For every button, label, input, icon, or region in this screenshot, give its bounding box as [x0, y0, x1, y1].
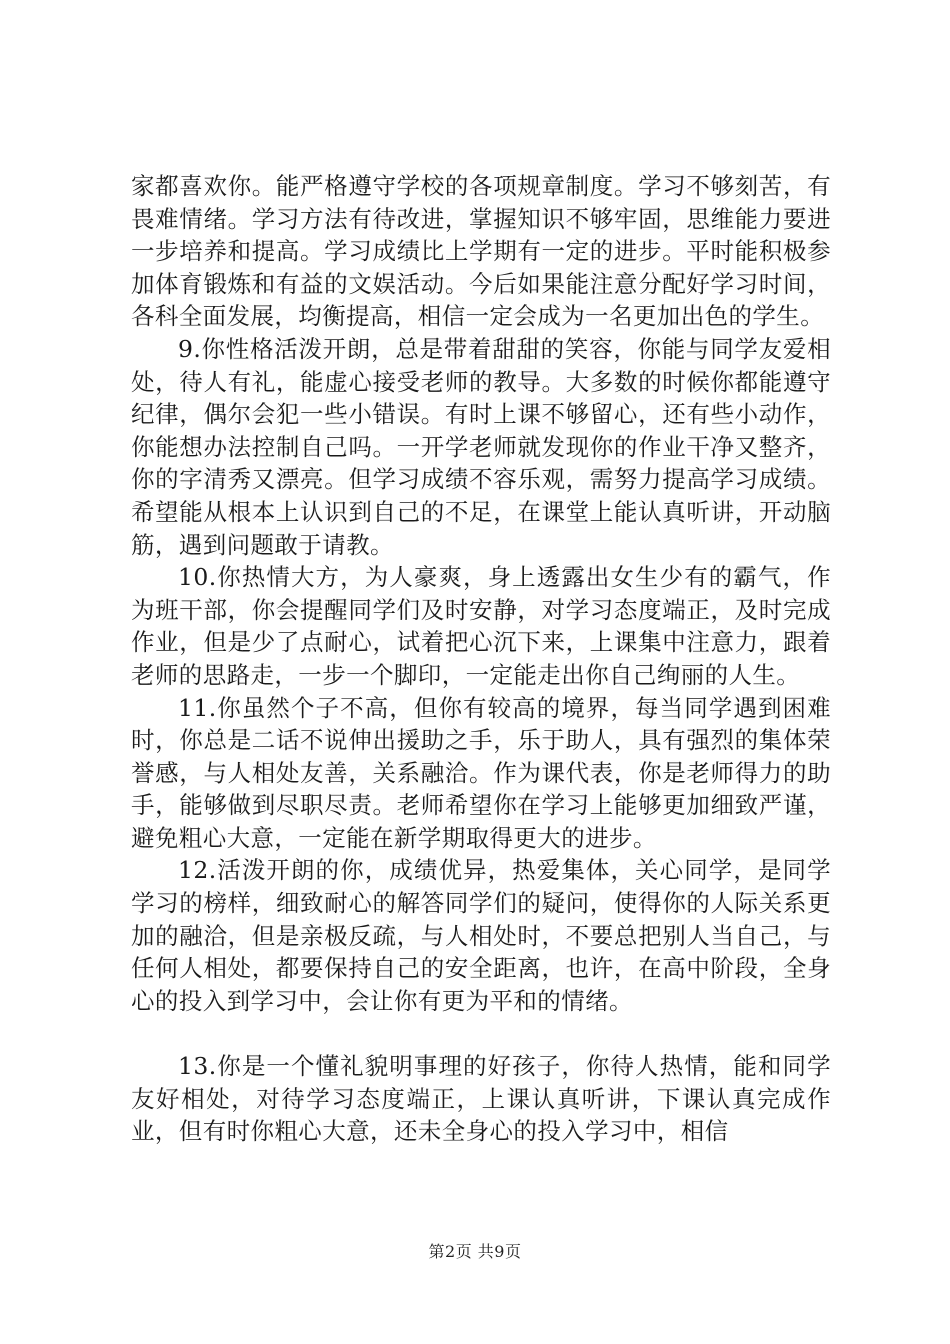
paragraph-continued: 家都喜欢你。能严格遵守学校的各项规章制度。学习不够刻苦，有畏难情绪。学习方法有待改进，掌握知识不够牢固，思维能力要进一步培养和提高。学习成绩比上学期有一定的进步。平时能积极参加体育锻炼和有益的文娱活动。今后如果能注意分配好学习时间，各科全面发展，均衡提高，相信一定会成为一名更加出色的学生。: [131, 172, 831, 331]
document-body: [131, 170, 831, 1148]
paragraph-item-9: 9.你性格活泼开朗，总是带着甜甜的笑容，你能与同学友爱相处，待人有礼，能虚心接受老师的教导。大多数的时候你都能遵守纪律，偶尔会犯一些小错误。有时上课不够留心，还有些小动作，你能想办法控制自己吗。一开学老师就发现你的作业干净又整齐，你的字清秀又漂亮。但学习成绩不容乐观，需努力提高学习成绩。希望能从根本上认识到自己的不足，在课堂上能认真听讲，开动脑筋，遇到问题敢于请教。: [131, 334, 831, 559]
paragraph-item-11: 11.你虽然个子不高，但你有较高的境界，每当同学遇到困难时，你总是二话不说伸出援助之手，乐于助人，具有强烈的集体荣誉感，与人相处友善，关系融洽。作为课代表，你是老师得力的助手，能够做到尽职尽责。老师希望你在学习上能够更加细致严谨，避免粗心大意，一定能在新学期取得更大的进步。: [131, 693, 831, 852]
paragraph-item-13: 13.你是一个懂礼貌明事理的好孩子，你待人热情，能和同学友好相处，对待学习态度端正，上课认真听讲，下课认真完成作业，但有时你粗心大意，还未全身心的投入学习中，相信: [131, 1052, 831, 1146]
paragraph-item-12: 12.活泼开朗的你，成绩优异，热爱集体，关心同学，是同学学习的榜样，细致耐心的解答同学们的疑问，使得你的人际关系更加的融洽，但是亲极反疏，与人相处时，不要总把别人当自己，与任何人相处，都要保持自己的安全距离，也许，在高中阶段，全身心的投入到学习中，会让你有更为平和的情绪。: [131, 856, 831, 1015]
page-number-footer: 第2页 共9页: [428, 1242, 522, 1261]
paragraph-item-10: 10.你热情大方，为人豪爽，身上透露出女生少有的霸气，作为班干部，你会提醒同学们及时安静，对学习态度端正，及时完成作业，但是少了点耐心，试着把心沉下来，上课集中注意力，跟着老师的思路走，一步一个脚印，一定能走出你自己绚丽的人生。: [131, 563, 831, 689]
